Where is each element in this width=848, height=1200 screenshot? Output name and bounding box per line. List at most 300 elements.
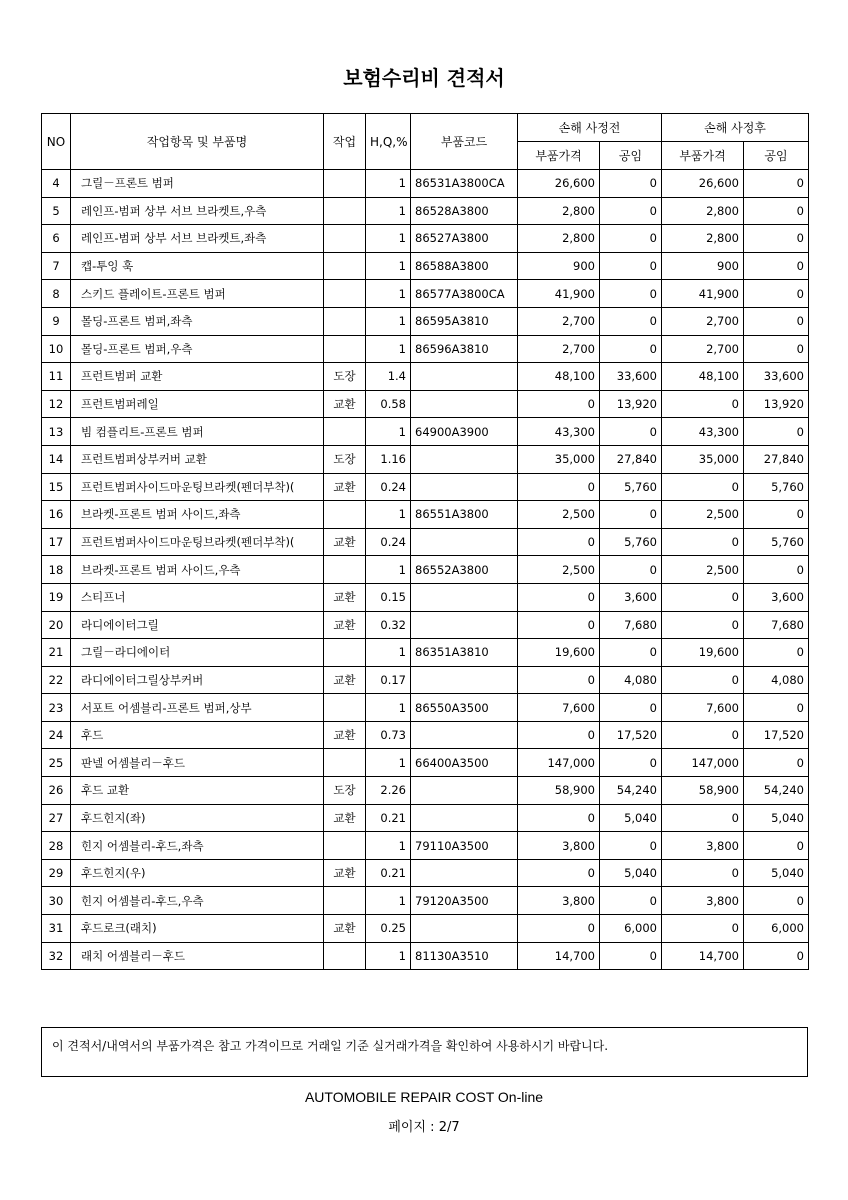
cell-hq: 0.21 [366,859,411,887]
cell-labor-before: 0 [600,418,662,446]
cell-parts-price-after: 2,500 [662,501,744,529]
cell-hq: 0.73 [366,721,411,749]
cell-item-name: 레인프-범퍼 상부 서브 브라켓트,좌측 [71,225,324,253]
table-row [42,749,809,777]
cell-no: 26 [42,777,71,805]
cell-labor-before: 13,920 [600,390,662,418]
cell-work-type: 도장 [324,777,366,805]
table-row [42,197,809,225]
cell-hq: 1 [366,832,411,860]
table-row [42,804,809,832]
cell-labor-after: 6,000 [744,915,809,943]
cell-part-code: 86595A3810 [411,307,518,335]
estimate-table [41,113,809,970]
cell-part-code: 66400A3500 [411,749,518,777]
cell-parts-price-before: 0 [518,583,600,611]
cell-hq: 1 [366,225,411,253]
footer-brand: AUTOMOBILE REPAIR COST On-line [304,1089,544,1105]
cell-work-type [324,749,366,777]
cell-no: 4 [42,170,71,198]
cell-parts-price-after: 0 [662,611,744,639]
header-code: 부품코드 [411,114,518,170]
cell-hq: 1 [366,197,411,225]
cell-parts-price-after: 0 [662,666,744,694]
cell-work-type [324,694,366,722]
table-row [42,390,809,418]
cell-work-type: 교환 [324,390,366,418]
cell-hq: 0.24 [366,473,411,501]
cell-parts-price-after: 3,800 [662,887,744,915]
header-work: 작업 [324,114,366,170]
cell-labor-after: 0 [744,501,809,529]
cell-parts-price-before: 14,700 [518,942,600,970]
cell-no: 13 [42,418,71,446]
cell-parts-price-before: 19,600 [518,639,600,667]
cell-work-type: 교환 [324,473,366,501]
cell-labor-after: 17,520 [744,721,809,749]
cell-no: 6 [42,225,71,253]
cell-work-type [324,887,366,915]
table-row [42,639,809,667]
cell-hq: 1 [366,556,411,584]
cell-no: 27 [42,804,71,832]
cell-labor-before: 0 [600,197,662,225]
cell-item-name: 스티프너 [71,583,324,611]
cell-item-name: 후드 교환 [71,777,324,805]
cell-parts-price-after: 26,600 [662,170,744,198]
cell-work-type: 교환 [324,859,366,887]
cell-hq: 1 [366,639,411,667]
cell-parts-price-before: 3,800 [518,887,600,915]
cell-part-code: 86596A3810 [411,335,518,363]
cell-parts-price-after: 0 [662,390,744,418]
cell-hq: 0.17 [366,666,411,694]
header-before-assessment: 손해 사정전 [518,114,662,142]
cell-hq: 1 [366,749,411,777]
cell-item-name: 힌지 어셈블리-후드,좌측 [71,832,324,860]
table-row [42,225,809,253]
cell-parts-price-before: 58,900 [518,777,600,805]
cell-hq: 0.25 [366,915,411,943]
table-row [42,280,809,308]
cell-labor-before: 17,520 [600,721,662,749]
table-row [42,721,809,749]
cell-labor-before: 5,760 [600,528,662,556]
cell-parts-price-before: 41,900 [518,280,600,308]
header-before-labor: 공임 [600,142,662,170]
cell-item-name: 몰딩-프론트 범퍼,좌측 [71,307,324,335]
cell-item-name: 몰딩-프론트 범퍼,우측 [71,335,324,363]
table-row [42,666,809,694]
table-row [42,859,809,887]
cell-hq: 1 [366,280,411,308]
table-row [42,501,809,529]
cell-work-type: 교환 [324,611,366,639]
cell-parts-price-before: 48,100 [518,363,600,391]
table-row [42,777,809,805]
cell-labor-after: 0 [744,749,809,777]
cell-parts-price-before: 0 [518,666,600,694]
cell-labor-after: 0 [744,694,809,722]
cell-labor-after: 5,040 [744,859,809,887]
cell-labor-before: 0 [600,307,662,335]
cell-item-name: 힌지 어셈블리-후드,우측 [71,887,324,915]
cell-work-type: 교환 [324,666,366,694]
cell-hq: 1 [366,942,411,970]
cell-parts-price-before: 35,000 [518,445,600,473]
cell-work-type [324,170,366,198]
cell-labor-after: 0 [744,639,809,667]
cell-parts-price-before: 0 [518,611,600,639]
cell-part-code: 86527A3800 [411,225,518,253]
cell-labor-before: 0 [600,832,662,860]
table-row [42,915,809,943]
page-number: 페이지 : 2/7 [388,1120,460,1135]
cell-no: 15 [42,473,71,501]
cell-hq: 1.16 [366,445,411,473]
cell-labor-after: 5,040 [744,804,809,832]
cell-work-type [324,942,366,970]
cell-work-type: 교환 [324,721,366,749]
header-before-parts-price: 부품가격 [518,142,600,170]
table-row [42,556,809,584]
cell-work-type: 도장 [324,363,366,391]
table-row [42,887,809,915]
cell-parts-price-after: 900 [662,252,744,280]
cell-labor-after: 0 [744,225,809,253]
cell-parts-price-after: 41,900 [662,280,744,308]
cell-labor-after: 0 [744,556,809,584]
cell-labor-before: 5,760 [600,473,662,501]
cell-item-name: 래치 어셈블리－후드 [71,942,324,970]
cell-no: 19 [42,583,71,611]
cell-item-name: 후드 [71,721,324,749]
cell-no: 20 [42,611,71,639]
header-after-assessment: 손해 사정후 [662,114,809,142]
cell-parts-price-before: 2,700 [518,307,600,335]
price-notice: 이 견적서/내역서의 부품가격은 참고 가격이므로 거래일 기준 실거래가격을 확인하여 사용하시기 바랍니다. [41,1027,808,1077]
cell-parts-price-before: 0 [518,528,600,556]
cell-work-type [324,556,366,584]
cell-labor-after: 5,760 [744,528,809,556]
cell-labor-after: 5,760 [744,473,809,501]
cell-work-type [324,225,366,253]
cell-part-code [411,528,518,556]
cell-work-type [324,252,366,280]
cell-parts-price-after: 2,800 [662,225,744,253]
cell-parts-price-before: 0 [518,804,600,832]
cell-part-code: 86552A3800 [411,556,518,584]
cell-labor-after: 0 [744,170,809,198]
cell-parts-price-after: 19,600 [662,639,744,667]
cell-work-type [324,197,366,225]
table-row [42,694,809,722]
cell-no: 12 [42,390,71,418]
cell-hq: 1 [366,170,411,198]
cell-part-code [411,859,518,887]
cell-parts-price-before: 0 [518,473,600,501]
cell-labor-before: 27,840 [600,445,662,473]
cell-labor-after: 0 [744,832,809,860]
table-row [42,307,809,335]
cell-labor-before: 0 [600,639,662,667]
cell-no: 9 [42,307,71,335]
cell-item-name: 그릴－라디에이터 [71,639,324,667]
cell-labor-after: 3,600 [744,583,809,611]
table-row [42,473,809,501]
cell-parts-price-after: 0 [662,804,744,832]
cell-part-code: 86528A3800 [411,197,518,225]
table-row [42,528,809,556]
cell-parts-price-after: 2,700 [662,335,744,363]
cell-parts-price-after: 0 [662,528,744,556]
cell-no: 7 [42,252,71,280]
table-header [42,114,809,170]
cell-no: 22 [42,666,71,694]
cell-hq: 0.15 [366,583,411,611]
cell-parts-price-after: 0 [662,473,744,501]
cell-labor-before: 4,080 [600,666,662,694]
cell-parts-price-after: 14,700 [662,942,744,970]
cell-no: 24 [42,721,71,749]
cell-no: 32 [42,942,71,970]
cell-item-name: 빔 컴플리트-프론트 범퍼 [71,418,324,446]
cell-parts-price-before: 2,800 [518,225,600,253]
cell-item-name: 라디에이터그릴 [71,611,324,639]
table-row [42,252,809,280]
cell-parts-price-after: 35,000 [662,445,744,473]
cell-labor-before: 3,600 [600,583,662,611]
cell-item-name: 브라켓-프론트 범퍼 사이드,좌측 [71,501,324,529]
cell-no: 29 [42,859,71,887]
cell-labor-before: 0 [600,501,662,529]
cell-work-type [324,639,366,667]
cell-labor-before: 0 [600,225,662,253]
header-after-labor: 공임 [744,142,809,170]
cell-labor-before: 0 [600,335,662,363]
cell-part-code [411,445,518,473]
cell-item-name: 프런트범퍼 교환 [71,363,324,391]
cell-labor-before: 5,040 [600,859,662,887]
cell-item-name: 캡-투잉 훅 [71,252,324,280]
cell-work-type [324,832,366,860]
cell-hq: 1 [366,335,411,363]
cell-labor-after: 13,920 [744,390,809,418]
cell-work-type: 도장 [324,445,366,473]
cell-labor-before: 7,680 [600,611,662,639]
cell-part-code: 64900A3900 [411,418,518,446]
cell-labor-before: 0 [600,252,662,280]
table-row [42,418,809,446]
table-row [42,583,809,611]
cell-part-code: 86551A3800 [411,501,518,529]
cell-labor-before: 0 [600,942,662,970]
cell-part-code: 79120A3500 [411,887,518,915]
cell-parts-price-before: 0 [518,721,600,749]
cell-work-type [324,335,366,363]
cell-parts-price-after: 58,900 [662,777,744,805]
cell-parts-price-after: 0 [662,859,744,887]
cell-parts-price-after: 3,800 [662,832,744,860]
cell-parts-price-before: 7,600 [518,694,600,722]
cell-part-code [411,777,518,805]
cell-labor-after: 4,080 [744,666,809,694]
cell-part-code [411,390,518,418]
cell-no: 5 [42,197,71,225]
cell-labor-after: 0 [744,335,809,363]
cell-part-code [411,915,518,943]
cell-part-code: 81130A3510 [411,942,518,970]
cell-part-code: 86531A3800CA [411,170,518,198]
cell-parts-price-before: 900 [518,252,600,280]
cell-labor-after: 27,840 [744,445,809,473]
cell-no: 18 [42,556,71,584]
cell-part-code [411,363,518,391]
cell-parts-price-before: 43,300 [518,418,600,446]
cell-hq: 0.32 [366,611,411,639]
cell-labor-after: 0 [744,942,809,970]
cell-no: 21 [42,639,71,667]
cell-labor-after: 54,240 [744,777,809,805]
cell-labor-after: 0 [744,418,809,446]
cell-labor-before: 0 [600,280,662,308]
cell-part-code [411,721,518,749]
cell-work-type [324,307,366,335]
cell-no: 23 [42,694,71,722]
table-row [42,611,809,639]
cell-no: 14 [42,445,71,473]
cell-labor-before: 0 [600,556,662,584]
cell-part-code: 86550A3500 [411,694,518,722]
cell-item-name: 프런트범퍼사이드마운팅브라켓(펜더부착)( [71,473,324,501]
cell-parts-price-after: 7,600 [662,694,744,722]
cell-item-name: 프런트범퍼사이드마운팅브라켓(펜더부착)( [71,528,324,556]
cell-item-name: 후드힌지(우) [71,859,324,887]
cell-hq: 0.21 [366,804,411,832]
cell-parts-price-after: 0 [662,583,744,611]
cell-work-type: 교환 [324,528,366,556]
cell-parts-price-before: 2,700 [518,335,600,363]
cell-part-code: 86351A3810 [411,639,518,667]
cell-work-type [324,418,366,446]
cell-item-name: 판넬 어셈블리－후드 [71,749,324,777]
cell-labor-before: 5,040 [600,804,662,832]
cell-hq: 1 [366,887,411,915]
cell-no: 17 [42,528,71,556]
cell-labor-before: 54,240 [600,777,662,805]
cell-labor-after: 0 [744,197,809,225]
cell-part-code [411,583,518,611]
cell-hq: 1 [366,307,411,335]
cell-item-name: 브라켓-프론트 범퍼 사이드,우측 [71,556,324,584]
header-hq: H,Q,% [366,114,411,170]
cell-part-code [411,804,518,832]
cell-item-name: 후드힌지(좌) [71,804,324,832]
cell-work-type [324,280,366,308]
cell-item-name: 라디에이터그릴상부커버 [71,666,324,694]
table-row [42,363,809,391]
cell-parts-price-after: 48,100 [662,363,744,391]
cell-parts-price-after: 2,500 [662,556,744,584]
cell-hq: 1 [366,694,411,722]
header-no: NO [42,114,71,170]
cell-parts-price-after: 0 [662,721,744,749]
table-row [42,335,809,363]
cell-parts-price-after: 2,800 [662,197,744,225]
cell-no: 31 [42,915,71,943]
document-title: 보험수리비 견적서 [343,66,505,90]
cell-parts-price-after: 0 [662,915,744,943]
cell-hq: 1 [366,501,411,529]
header-item: 작업항목 및 부품명 [71,114,324,170]
cell-part-code [411,473,518,501]
cell-item-name: 프런트범퍼레일 [71,390,324,418]
table-body [42,170,809,970]
cell-labor-before: 6,000 [600,915,662,943]
cell-parts-price-before: 147,000 [518,749,600,777]
cell-no: 11 [42,363,71,391]
cell-work-type: 교환 [324,915,366,943]
cell-labor-after: 33,600 [744,363,809,391]
cell-item-name: 스키드 플레이트-프론트 범퍼 [71,280,324,308]
cell-parts-price-before: 26,600 [518,170,600,198]
cell-parts-price-before: 2,500 [518,556,600,584]
cell-labor-before: 0 [600,749,662,777]
table-row [42,445,809,473]
cell-parts-price-before: 0 [518,915,600,943]
cell-hq: 1 [366,418,411,446]
cell-parts-price-before: 3,800 [518,832,600,860]
table-row [42,170,809,198]
cell-no: 25 [42,749,71,777]
cell-no: 30 [42,887,71,915]
cell-item-name: 그릴－프론트 범퍼 [71,170,324,198]
cell-parts-price-before: 0 [518,859,600,887]
cell-work-type [324,501,366,529]
cell-item-name: 후드로크(래치) [71,915,324,943]
cell-no: 16 [42,501,71,529]
cell-no: 8 [42,280,71,308]
cell-labor-after: 0 [744,307,809,335]
cell-labor-before: 33,600 [600,363,662,391]
cell-hq: 2.26 [366,777,411,805]
cell-hq: 1 [366,252,411,280]
cell-item-name: 서포트 어셈블리-프론트 범퍼,상부 [71,694,324,722]
cell-parts-price-after: 43,300 [662,418,744,446]
table-row [42,942,809,970]
cell-parts-price-after: 147,000 [662,749,744,777]
cell-labor-after: 0 [744,280,809,308]
table-row [42,832,809,860]
cell-labor-after: 0 [744,887,809,915]
cell-part-code: 86577A3800CA [411,280,518,308]
cell-labor-after: 0 [744,252,809,280]
cell-parts-price-after: 2,700 [662,307,744,335]
cell-part-code: 86588A3800 [411,252,518,280]
cell-hq: 0.58 [366,390,411,418]
cell-parts-price-before: 2,500 [518,501,600,529]
cell-part-code: 79110A3500 [411,832,518,860]
cell-no: 10 [42,335,71,363]
cell-labor-before: 0 [600,694,662,722]
cell-labor-before: 0 [600,170,662,198]
header-after-parts-price: 부품가격 [662,142,744,170]
cell-parts-price-before: 0 [518,390,600,418]
cell-no: 28 [42,832,71,860]
cell-labor-after: 7,680 [744,611,809,639]
cell-part-code [411,611,518,639]
cell-labor-before: 0 [600,887,662,915]
